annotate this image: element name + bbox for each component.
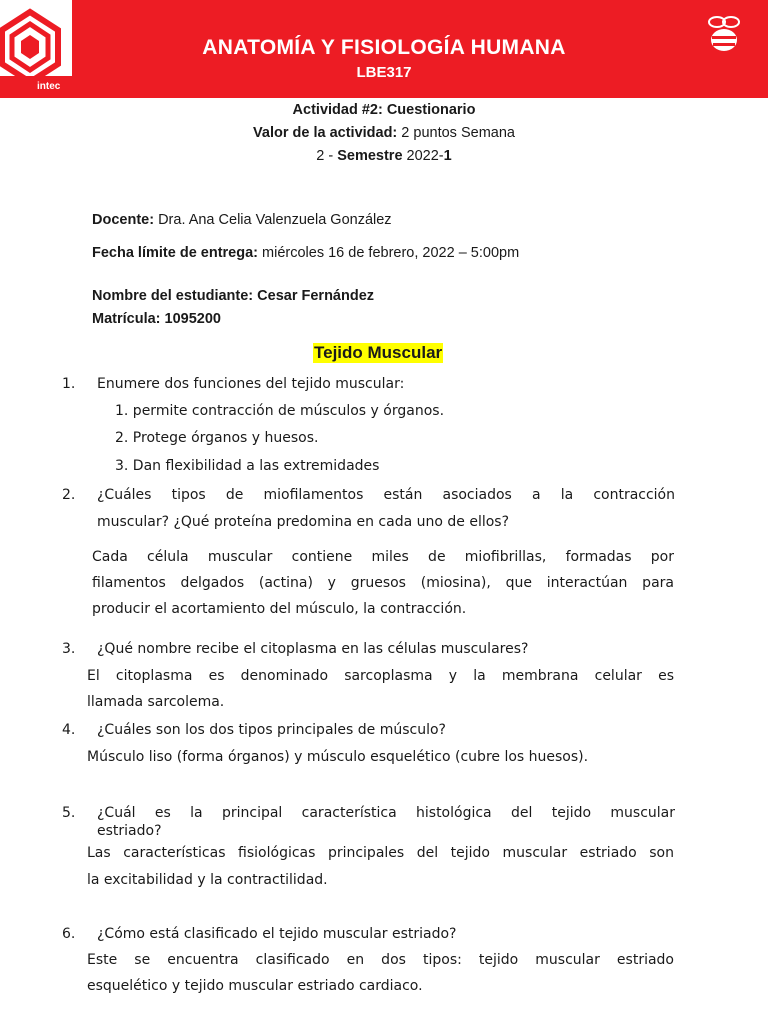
answer-text: Las características fisiológicas principales del tejido muscular estriado son: [87, 845, 674, 861]
course-code: LBE317: [356, 64, 412, 81]
question-number: 5.: [62, 805, 76, 821]
question-number: 2.: [62, 487, 76, 503]
question-text: ¿Cómo está clasificado el tejido muscular estriado?: [97, 926, 457, 942]
question-number: 1.: [62, 376, 76, 392]
question-number: 3.: [62, 641, 76, 657]
activity-term: 2 - Semestre 2022-1: [316, 148, 452, 164]
institution-name: intec: [37, 81, 61, 92]
course-title: ANATOMÍA Y FISIOLOGÍA HUMANA: [202, 36, 566, 59]
list-item: 2. Protege órganos y huesos.: [115, 430, 319, 446]
question-number: 6.: [62, 926, 76, 942]
intec-logo-icon: [0, 0, 72, 98]
question-text: ¿Cuáles son los dos tipos principales de músculo?: [97, 722, 446, 738]
question-text: Enumere dos funciones del tejido muscular:: [97, 376, 405, 392]
question-text: ¿Cuáles tipos de miofilamentos están asociados a la contracción: [97, 487, 675, 503]
answer-text: Cada célula muscular contiene miles de miofibrillas, formadas por: [92, 549, 674, 565]
answer-text: la excitabilidad y la contractilidad.: [87, 872, 328, 888]
student-name: Nombre del estudiante: Cesar Fernández: [92, 288, 375, 304]
activity-value: Valor de la actividad: 2 puntos Semana: [253, 125, 515, 141]
header-banner: [0, 0, 768, 98]
question-number: 4.: [62, 722, 76, 738]
answer-text: llamada sarcolema.: [87, 694, 225, 710]
answer-text: Músculo liso (forma órganos) y músculo esquelético (cubre los huesos).: [87, 749, 589, 765]
answer-text: El citoplasma es denominado sarcoplasma y la membrana celular es: [87, 668, 674, 684]
answer-text: Este se encuentra clasificado en dos tipos: tejido muscular estriado: [87, 952, 674, 968]
answer-text: producir el acortamiento del músculo, la contracción.: [92, 601, 467, 617]
question-text-cont: muscular? ¿Qué proteína predomina en cada uno de ellos?: [97, 514, 510, 530]
activity-title: Actividad #2: Cuestionario: [292, 102, 476, 118]
list-item: 3. Dan flexibilidad a las extremidades: [115, 458, 380, 474]
answer-text: filamentos delgados (actina) y gruesos (miosina), que interactúan para: [92, 575, 674, 591]
bee-mascot-icon: [704, 14, 744, 54]
answer-text: esquelético y tejido muscular estriado cardiaco.: [87, 978, 423, 994]
student-id: Matrícula: 1095200: [92, 311, 221, 327]
docente-line: Docente: Dra. Ana Celia Valenzuela González: [92, 212, 392, 228]
question-text: ¿Cuál es la principal característica histológica del tejido muscular: [97, 805, 675, 821]
section-title: Tejido Muscular: [314, 343, 443, 362]
fecha-line: Fecha límite de entrega: miércoles 16 de febrero, 2022 – 5:00pm: [92, 245, 520, 261]
question-text-cont: estriado?: [97, 823, 162, 839]
list-item: 1. permite contracción de músculos y órganos.: [115, 403, 445, 419]
question-text: ¿Qué nombre recibe el citoplasma en las células musculares?: [97, 641, 529, 657]
